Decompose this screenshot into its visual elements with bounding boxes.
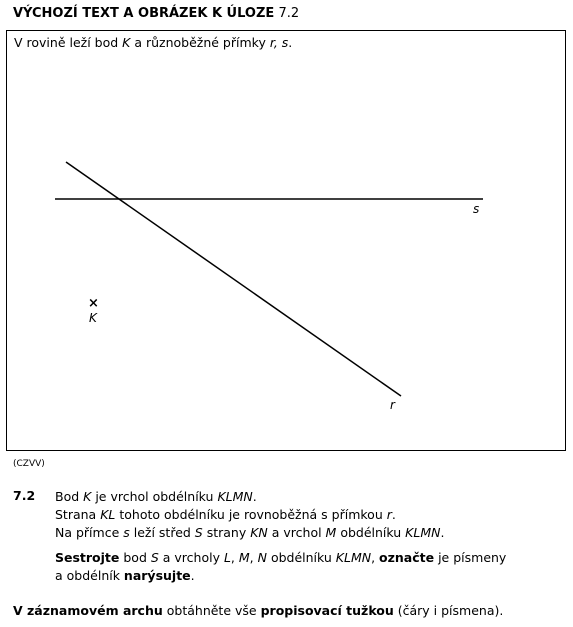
task-line	[55, 506, 560, 524]
label-r: r	[390, 398, 395, 412]
label-s: s	[473, 202, 480, 216]
label-k: K	[89, 311, 97, 325]
task-part: strany	[202, 525, 251, 540]
task-instruction	[55, 549, 560, 567]
task-part: ,	[371, 550, 380, 565]
figure-frame	[6, 30, 566, 451]
task-italic: L	[223, 550, 231, 565]
task-part: tohoto obdélníku je rovnoběžná s přímkou	[115, 507, 387, 522]
intro-part: a různoběžné přímky	[130, 35, 270, 50]
task-italic: KL	[100, 507, 116, 522]
section-heading	[13, 5, 299, 22]
footer-bold: propisovací tužkou	[260, 603, 394, 618]
task-bold: Sestrojte	[55, 550, 120, 565]
task-part: a obdélník	[55, 568, 124, 583]
task-instruction	[55, 567, 560, 585]
task-italic: M	[325, 525, 337, 540]
task-part: a vrcholy	[158, 550, 224, 565]
footer-part: (čáry i písmena).	[393, 603, 504, 618]
task-italic: KN	[250, 525, 268, 540]
task-part: a vrchol	[267, 525, 326, 540]
task-part: .	[391, 507, 396, 522]
task-part: Bod	[55, 489, 84, 504]
task-italic: KLMN	[405, 525, 441, 540]
heading-text: VÝCHOZÍ TEXT A OBRÁZEK K ÚLOZE	[13, 6, 275, 21]
task-part: .	[440, 525, 445, 540]
intro-part: .	[288, 35, 293, 50]
intro-lines-rs: r, s	[269, 35, 289, 50]
task-italic: KLMN	[335, 550, 372, 565]
footer-instruction	[13, 602, 503, 619]
geometry-figure	[7, 31, 567, 452]
task-number: 7.2	[13, 488, 36, 503]
point-k-marker: ×	[88, 296, 99, 311]
task-part: ,	[230, 550, 239, 565]
task-part: obdélníku	[266, 550, 336, 565]
task-part: je písmeny	[434, 550, 507, 565]
footer-bold: V záznamovém archu	[13, 603, 163, 618]
task-part: .	[252, 489, 257, 504]
task-italic: s	[123, 525, 130, 540]
task-italic: N	[257, 550, 267, 565]
task-part: bod	[119, 550, 151, 565]
task-part: Strana	[55, 507, 101, 522]
intro-part: V rovině leží bod	[14, 35, 123, 50]
task-part: .	[190, 568, 195, 583]
task-part: Na přímce	[55, 525, 124, 540]
task-italic: S	[150, 550, 159, 565]
footer-part: obtáhněte vše	[162, 603, 261, 618]
task-line	[55, 488, 560, 506]
task-part: obdélníku	[336, 525, 406, 540]
task-italic: K	[83, 489, 92, 504]
task-bold: narýsujte	[123, 568, 191, 583]
task-bold: označte	[379, 550, 435, 565]
source-note: (CZVV)	[13, 459, 45, 469]
heading-number: 7.2	[278, 6, 300, 21]
task-line	[55, 524, 560, 542]
intro-point-k: K	[122, 35, 131, 50]
line-r	[66, 162, 401, 396]
task-italic: KLMN	[217, 489, 253, 504]
task-part: leží střed	[129, 525, 195, 540]
task-part: je vrchol obdélníku	[91, 489, 218, 504]
task-italic: r	[386, 507, 392, 522]
task-italic: S	[194, 525, 203, 540]
task-part: ,	[249, 550, 258, 565]
task-italic: M	[238, 550, 250, 565]
task-text	[55, 488, 560, 585]
